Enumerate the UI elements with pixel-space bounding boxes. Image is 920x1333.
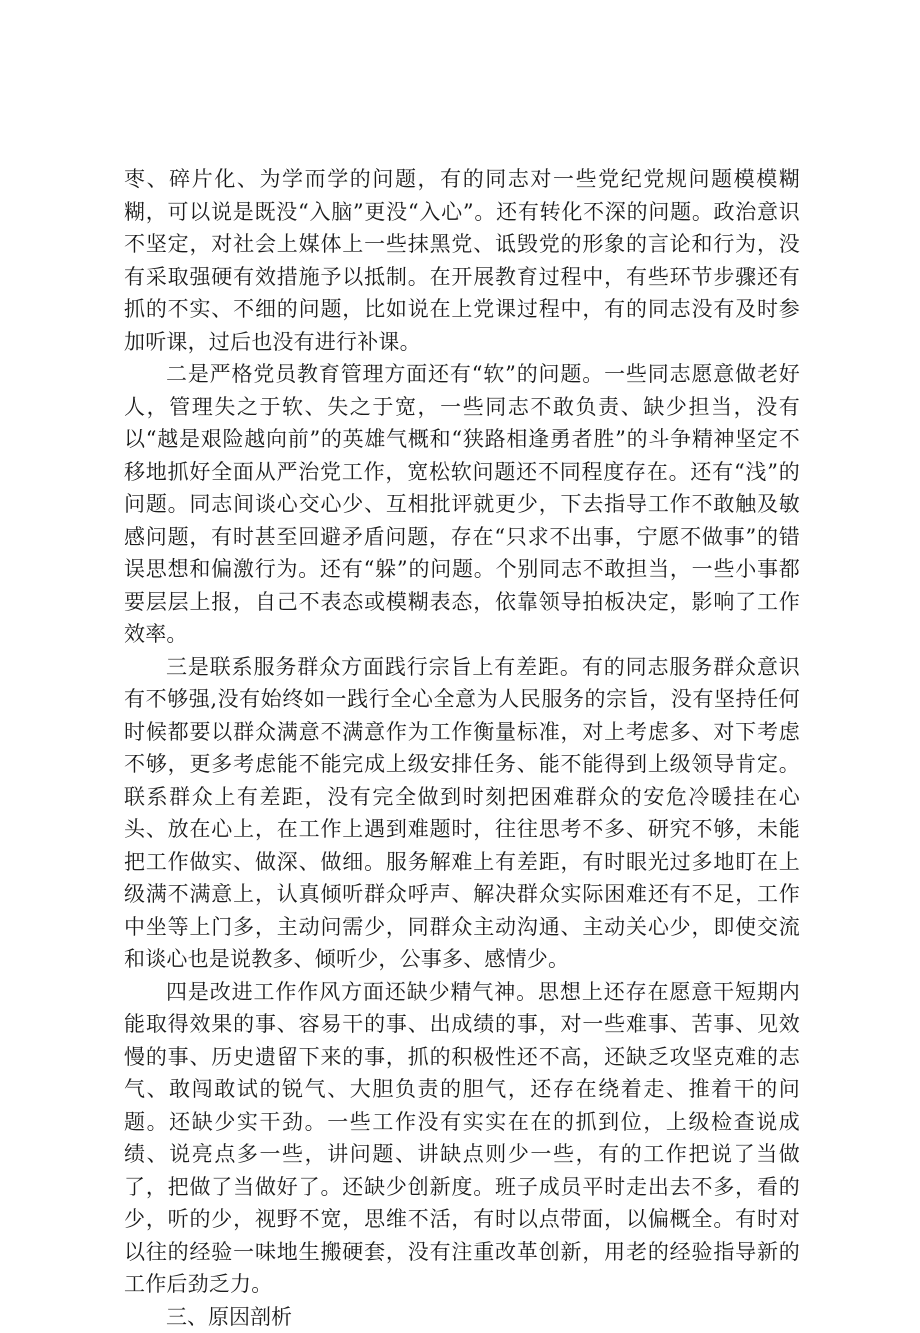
paragraph-party-education-management: 二是严格党员教育管理方面还有“软”的问题。一些同志愿意做老好人，管理失之于软、失之于宽，一些同志不敢负责、缺少担当，没有以“越是艰险越向前”的英雄气概和“狭路相逢勇者胜”的斗争精神坚定不移地抓好全面从严治党工作，宽松软问题还不同程度存在。还有“浅”的问题。同志间谈心交心少、互相批评就更少，下去指导工作不敢触及敏感问题，有时甚至回避矛盾问题，存在“只求不出事，宁愿不做事”的错误思想和偏激行为。还有“躲”的问题。个别同志不敢担当，一些小事都要层层上报，自己不表态或模糊表态，依靠领导拍板决定，影响了工作效率。	[124, 358, 800, 651]
paragraph-continuation: 枣、碎片化、为学而学的问题，有的同志对一些党纪党规问题模模糊糊，可以说是既没“入脑”更没“入心”。还有转化不深的问题。政治意识不坚定，对社会上媒体上一些抹黑党、诋毁党的形象的言论和行为，没有采取强硬有效措施予以抵制。在开展教育过程中，有些环节步骤还有抓的不实、不细的问题，比如说在上党课过程中，有的同志没有及时参加听课，过后也没有进行补课。	[124, 163, 800, 358]
paragraph-serving-masses: 三是联系服务群众方面践行宗旨上有差距。有的同志服务群众意识有不够强,没有始终如一践行全心全意为人民服务的宗旨，没有坚持任何时候都要以群众满意不满意作为工作衡量标准，对上考虑多、对下考虑不够，更多考虑能不能完成上级安排任务、能不能得到上级领导肯定。联系群众上有差距，没有完全做到时刻把困难群众的安危冷暖挂在心头、放在心上，在工作上遇到难题时，往往思考不多、研究不够，未能把工作做实、做深、做细。服务解难上有差距，有时眼光过多地盯在上级满不满意上，认真倾听群众呼声、解决群众实际困难还有不足，工作中坐等上门多，主动问需少，同群众主动沟通、主动关心少，即使交流和谈心也是说教多、倾听少，公事多、感情少。	[124, 651, 800, 976]
section-heading: 三、原因剖析	[124, 1301, 800, 1333]
paragraph-work-style: 四是改进工作作风方面还缺少精气神。思想上还存在愿意干短期内能取得效果的事、容易干的事、出成绩的事，对一些难事、苦事、见效慢的事、历史遗留下来的事，抓的积极性还不高，还缺乏攻坚克难的志气、敢闯敢试的锐气、大胆负责的胆气，还存在绕着走、推着干的问题。还缺少实干劲。一些工作没有实实在在的抓到位，上级检查说成绩、说亮点多一些，讲问题、讲缺点则少一些，有的工作把说了当做了，把做了当做好了。还缺少创新度。班子成员平时走出去不多，看的少，听的少，视野不宽，思维不活，有时以点带面，以偏概全。有时对以往的经验一味地生搬硬套，没有注重改革创新，用老的经验指导新的工作后劲乏力。	[124, 976, 800, 1301]
document-page	[124, 163, 800, 1333]
